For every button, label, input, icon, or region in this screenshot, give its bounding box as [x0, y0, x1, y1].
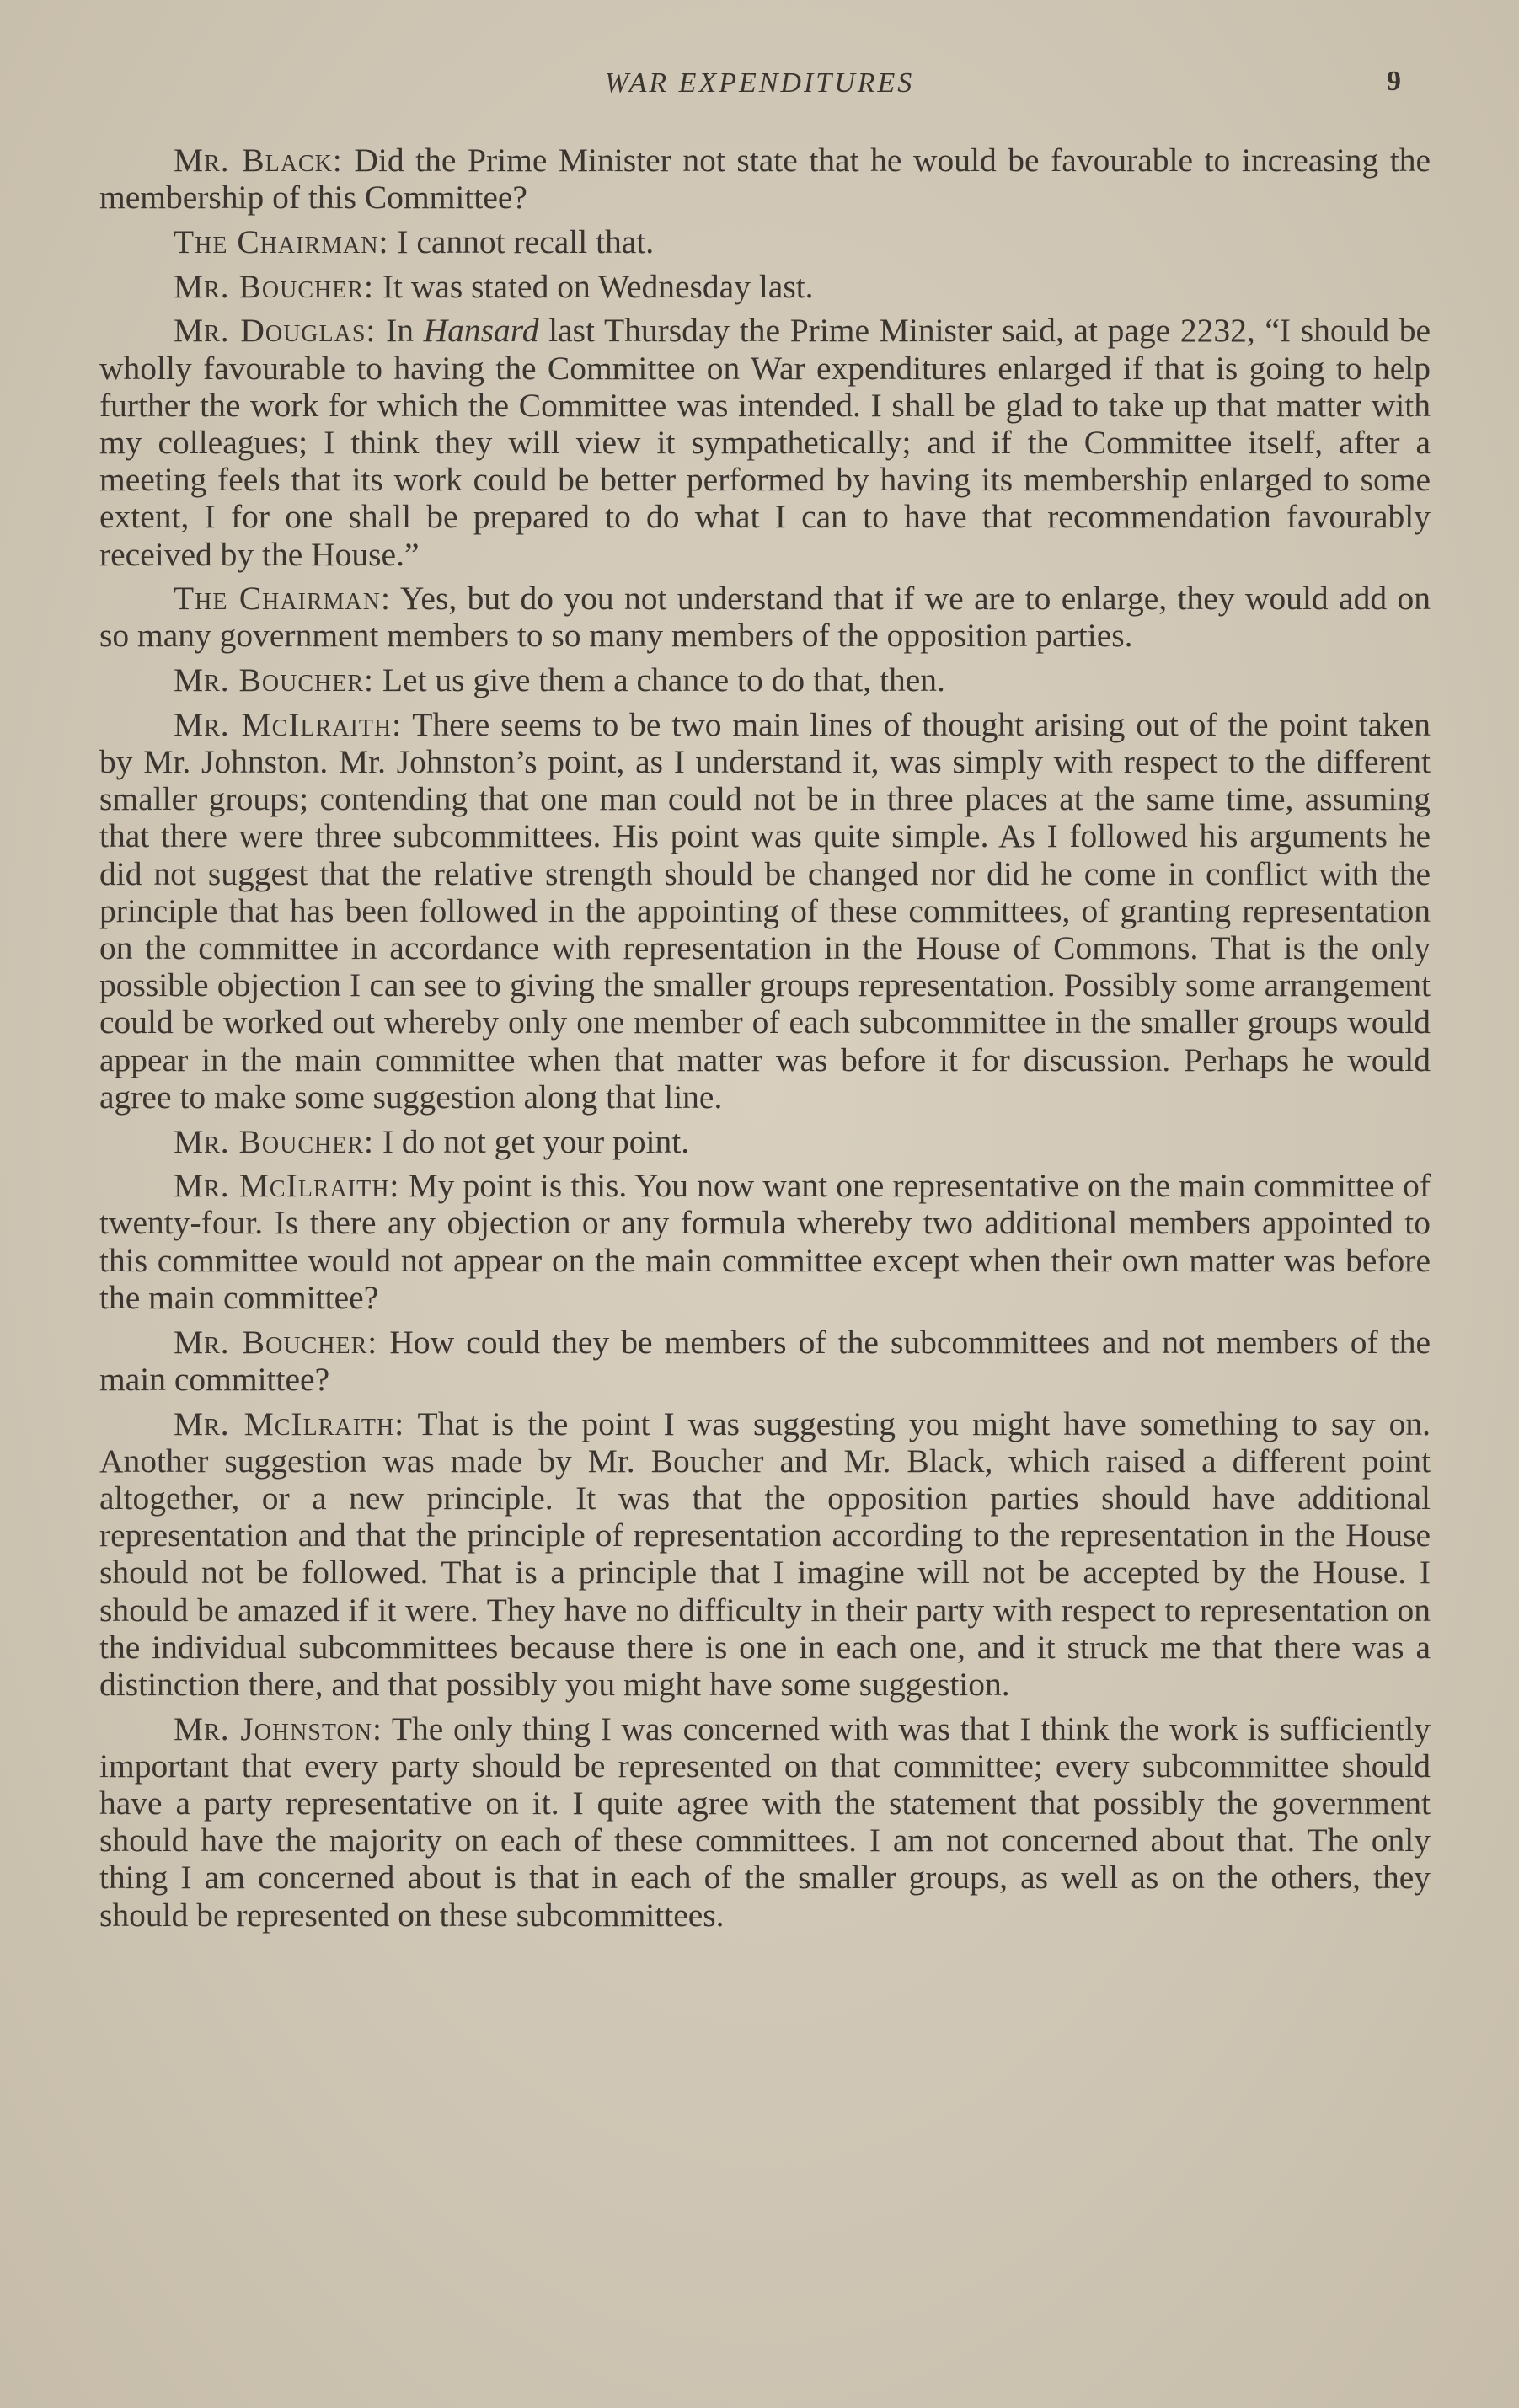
speech-paragraph [99, 312, 1431, 572]
speaker-name: Mr. McIlraith: [174, 705, 403, 743]
speech-text: Let us give them a chance to do that, then. [382, 661, 945, 699]
speech-text: Did the Prime Minister not state that he would be favourable to increasing the membership of this Committee? [99, 142, 1431, 217]
transcript-body [99, 142, 1431, 1940]
page-number: 9 [1387, 66, 1401, 97]
speaker-name: The Chairman: [174, 580, 391, 618]
hansard-citation: Hansard [423, 312, 539, 350]
speaker-name: The Chairman: [174, 222, 389, 260]
speaker-name: Mr. Boucher: [174, 661, 374, 699]
speech-text: How could they be members of the subcommittees and not members of the main committee? [99, 1323, 1431, 1398]
speech-paragraph [99, 223, 1431, 260]
speech-text: It was stated on Wednesday last. [382, 267, 814, 305]
speech-paragraph [99, 661, 1431, 698]
speech-paragraph [99, 1324, 1431, 1398]
speech-paragraph [99, 142, 1431, 216]
speech-text: last Thursday the Prime Minister said, at page 2232, “I should be wholly favourable to having the Committee on War expenditures enlarged if that is going to help further the work for which the Committee was intended. I shall be glad to take up that matter with my colleagues; I think they will view it sympathetically; and if the Committee itself, after a meeting feels that its work could be better performed by having its membership enlarged to some extent, I for one shall be prepared to do what I can to have that recommendation favourably received by the House.” [99, 312, 1431, 573]
speaker-name: Mr. Black: [174, 142, 343, 179]
speech-paragraph [99, 1710, 1431, 1934]
speaker-name: Mr. Boucher: [174, 1323, 378, 1361]
speech-text: There seems to be two main lines of thought arising out of the point taken by Mr. Johnston. Mr. Johnston’s point, as I understand it, was simply with respect to the different smaller groups; contending that one man could not be in three places at the same time, assuming that there were three subcommittees. His point was quite simple. As I followed his arguments he did not suggest that the relative strength should be changed nor did he come in conflict with the principle that has been followed in the appointing of these committees, of granting representation on the committee in accordance with representation in the House of Commons. That is the only possible objection I can see to giving the smaller groups representation. Possibly some arrangement could be worked out whereby only one member of each subcommittee in the smaller groups would appear in the main committee when that matter was before it for discussion. Perhaps he would agree to make some suggestion along that line. [99, 705, 1431, 1116]
speech-paragraph [99, 1167, 1431, 1316]
speech-text: I do not get your point. [382, 1122, 690, 1160]
speech-text: My point is this. You now want one representative on the main committee of twenty-four. Is there any objection or any formula whereby two additional members appointed to this committee would not appear on the main committee except when their own matter was before the main committee? [99, 1167, 1431, 1316]
speech-text: Yes, but do you not understand that if we are to enlarge, they would add on so many government members to so many members of the opposition parties. [99, 580, 1431, 655]
speech-paragraph [99, 268, 1431, 305]
speech-text-lead: In [386, 312, 424, 350]
speaker-name: Mr. Boucher: [174, 1122, 374, 1160]
speaker-name: Mr. Douglas: [174, 312, 377, 350]
speech-paragraph [99, 706, 1431, 1116]
speech-paragraph [99, 1123, 1431, 1160]
speaker-name: Mr. Johnston: [174, 1710, 382, 1747]
speaker-name: Mr. McIlraith: [174, 1405, 405, 1442]
speech-paragraph [99, 1405, 1431, 1704]
speaker-name: Mr. McIlraith: [174, 1167, 400, 1205]
speech-text: The only thing I was concerned with was that I think the work is sufficiently important that every party should be represented on that committee; every subcommittee should have a party representative on it. I quite agree with the statement that possibly the government should have the majority on each of these committees. I am not concerned about that. The only thing I am concerned about is that in each of the smaller groups, as well as on the others, they should be represented on these subcommittees. [99, 1710, 1431, 1934]
speech-paragraph [99, 580, 1431, 654]
speaker-name: Mr. Boucher: [174, 267, 374, 305]
running-header-title: WAR EXPENDITURES [604, 67, 915, 99]
speech-text: I cannot recall that. [397, 222, 655, 260]
speech-text: That is the point I was suggesting you might have something to say on. Another suggestion was made by Mr. Boucher and Mr. Black, which raised a different point altogether, or a new principle. It was that the opposition parties should have additional representation and that the principle of representation according to the representation in the House should not be followed. That is a principle that I imagine will not be accepted by the House. I should be amazed if it were. They have no difficulty in their party with respect to representation on the individual subcommittees because there is one in each one, and it struck me that there was a distinction there, and that possibly you might have some suggestion. [99, 1405, 1431, 1703]
